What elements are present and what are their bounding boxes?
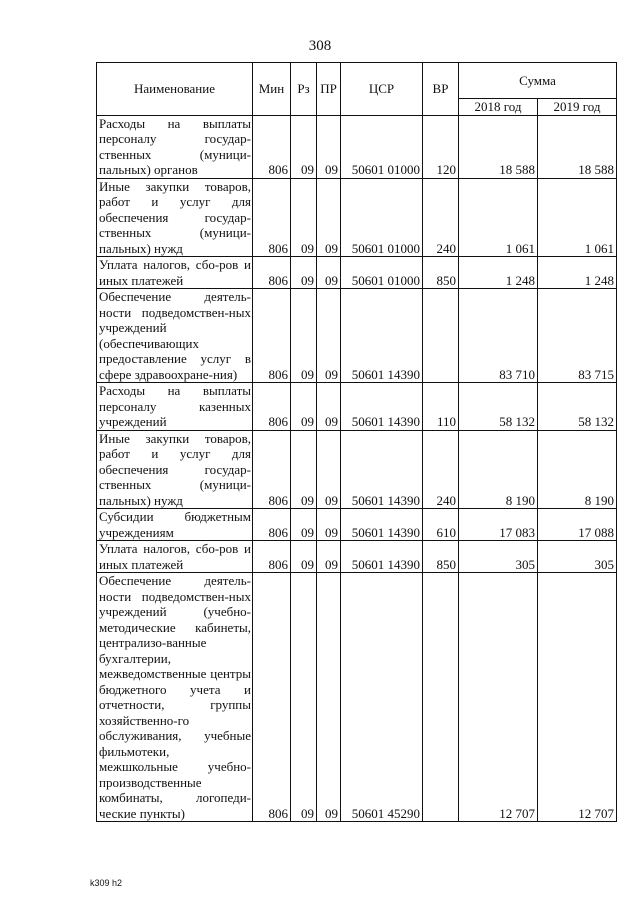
table-row — [97, 178, 617, 257]
row-name: Иные закупки товаров, работ и услуг для обеспечения государ-ственных (муници-пальных) нужд — [97, 430, 253, 509]
row-csr: 50601 45290 — [341, 573, 423, 822]
row-vr: 850 — [423, 257, 459, 289]
row-amount-2018: 305 — [459, 541, 538, 573]
row-amount-2019: 18 588 — [538, 115, 617, 178]
row-csr: 50601 14390 — [341, 430, 423, 509]
row-amount-2019: 1 248 — [538, 257, 617, 289]
row-pr: 09 — [317, 541, 341, 573]
table-row — [97, 430, 617, 509]
table-row — [97, 509, 617, 541]
row-vr: 120 — [423, 115, 459, 178]
row-csr: 50601 14390 — [341, 383, 423, 431]
row-csr: 50601 01000 — [341, 178, 423, 257]
row-pr: 09 — [317, 430, 341, 509]
row-name: Субсидии бюджетным учреждениям — [97, 509, 253, 541]
footer-code: k309 h2 — [90, 878, 123, 888]
row-rz: 09 — [291, 178, 317, 257]
row-vr: 610 — [423, 509, 459, 541]
row-name: Расходы на выплаты персоналу казенных учреждений — [97, 383, 253, 431]
table-row — [97, 257, 617, 289]
header-sum: Сумма — [459, 63, 617, 99]
row-name: Иные закупки товаров, работ и услуг для обеспечения государ-ственных (муници-пальных) нужд — [97, 178, 253, 257]
row-min: 806 — [253, 115, 291, 178]
row-min: 806 — [253, 289, 291, 383]
row-name: Уплата налогов, сбо-ров и иных платежей — [97, 257, 253, 289]
row-amount-2018: 83 710 — [459, 289, 538, 383]
row-min: 806 — [253, 430, 291, 509]
row-amount-2018: 18 588 — [459, 115, 538, 178]
row-amount-2019: 17 088 — [538, 509, 617, 541]
row-vr — [423, 573, 459, 822]
row-amount-2018: 17 083 — [459, 509, 538, 541]
row-amount-2019: 8 190 — [538, 430, 617, 509]
header-vr: ВР — [423, 63, 459, 116]
table-row — [97, 115, 617, 178]
row-amount-2019: 83 715 — [538, 289, 617, 383]
row-vr: 850 — [423, 541, 459, 573]
row-min: 806 — [253, 541, 291, 573]
row-name: Обеспечение деятель-ности подведомствен-ных учреждений (учебно-методические кабинеты, централизо-ванные бухгалтерии, межведомственные центры бюджетного учета и отчетности, группы хозяйственно-го обслуживания, учебные фильмотеки, межшкольные учебно-производственные комбинаты, логопеди-ческие пункты) — [97, 573, 253, 822]
row-amount-2018: 8 190 — [459, 430, 538, 509]
row-csr: 50601 01000 — [341, 115, 423, 178]
row-csr: 50601 14390 — [341, 289, 423, 383]
row-rz: 09 — [291, 541, 317, 573]
header-csr: ЦСР — [341, 63, 423, 116]
page-number: 308 — [308, 38, 332, 54]
header-rz: Рз — [291, 63, 317, 116]
row-rz: 09 — [291, 573, 317, 822]
row-csr: 50601 01000 — [341, 257, 423, 289]
header-pr: ПР — [317, 63, 341, 116]
row-name: Уплата налогов, сбо-ров и иных платежей — [97, 541, 253, 573]
row-min: 806 — [253, 573, 291, 822]
header-year-2019: 2019 год — [538, 99, 617, 116]
table-row — [97, 289, 617, 383]
row-rz: 09 — [291, 289, 317, 383]
row-pr: 09 — [317, 289, 341, 383]
row-min: 806 — [253, 257, 291, 289]
row-vr: 240 — [423, 430, 459, 509]
row-amount-2018: 1 248 — [459, 257, 538, 289]
row-pr: 09 — [317, 383, 341, 431]
row-amount-2019: 58 132 — [538, 383, 617, 431]
row-vr: 240 — [423, 178, 459, 257]
row-rz: 09 — [291, 257, 317, 289]
table-row — [97, 383, 617, 431]
budget-table — [96, 62, 617, 822]
row-pr: 09 — [317, 257, 341, 289]
row-amount-2018: 1 061 — [459, 178, 538, 257]
row-amount-2019: 1 061 — [538, 178, 617, 257]
row-min: 806 — [253, 178, 291, 257]
row-min: 806 — [253, 383, 291, 431]
row-rz: 09 — [291, 115, 317, 178]
row-vr: 110 — [423, 383, 459, 431]
row-rz: 09 — [291, 383, 317, 431]
table-row — [97, 573, 617, 822]
row-pr: 09 — [317, 509, 341, 541]
row-pr: 09 — [317, 178, 341, 257]
row-pr: 09 — [317, 573, 341, 822]
row-amount-2019: 305 — [538, 541, 617, 573]
table-row — [97, 541, 617, 573]
row-min: 806 — [253, 509, 291, 541]
row-amount-2018: 12 707 — [459, 573, 538, 822]
row-rz: 09 — [291, 509, 317, 541]
row-name: Расходы на выплаты персоналу государ-ственных (муници-пальных) органов — [97, 115, 253, 178]
header-year-2018: 2018 год — [459, 99, 538, 116]
row-vr — [423, 289, 459, 383]
row-pr: 09 — [317, 115, 341, 178]
header-name: Наименование — [97, 63, 253, 116]
row-rz: 09 — [291, 430, 317, 509]
row-csr: 50601 14390 — [341, 509, 423, 541]
row-amount-2018: 58 132 — [459, 383, 538, 431]
row-amount-2019: 12 707 — [538, 573, 617, 822]
header-min: Мин — [253, 63, 291, 116]
row-name: Обеспечение деятель-ности подведомствен-ных учреждений (обеспечивающих предоставление услуг в сфере здравоохране-ния) — [97, 289, 253, 383]
row-csr: 50601 14390 — [341, 541, 423, 573]
